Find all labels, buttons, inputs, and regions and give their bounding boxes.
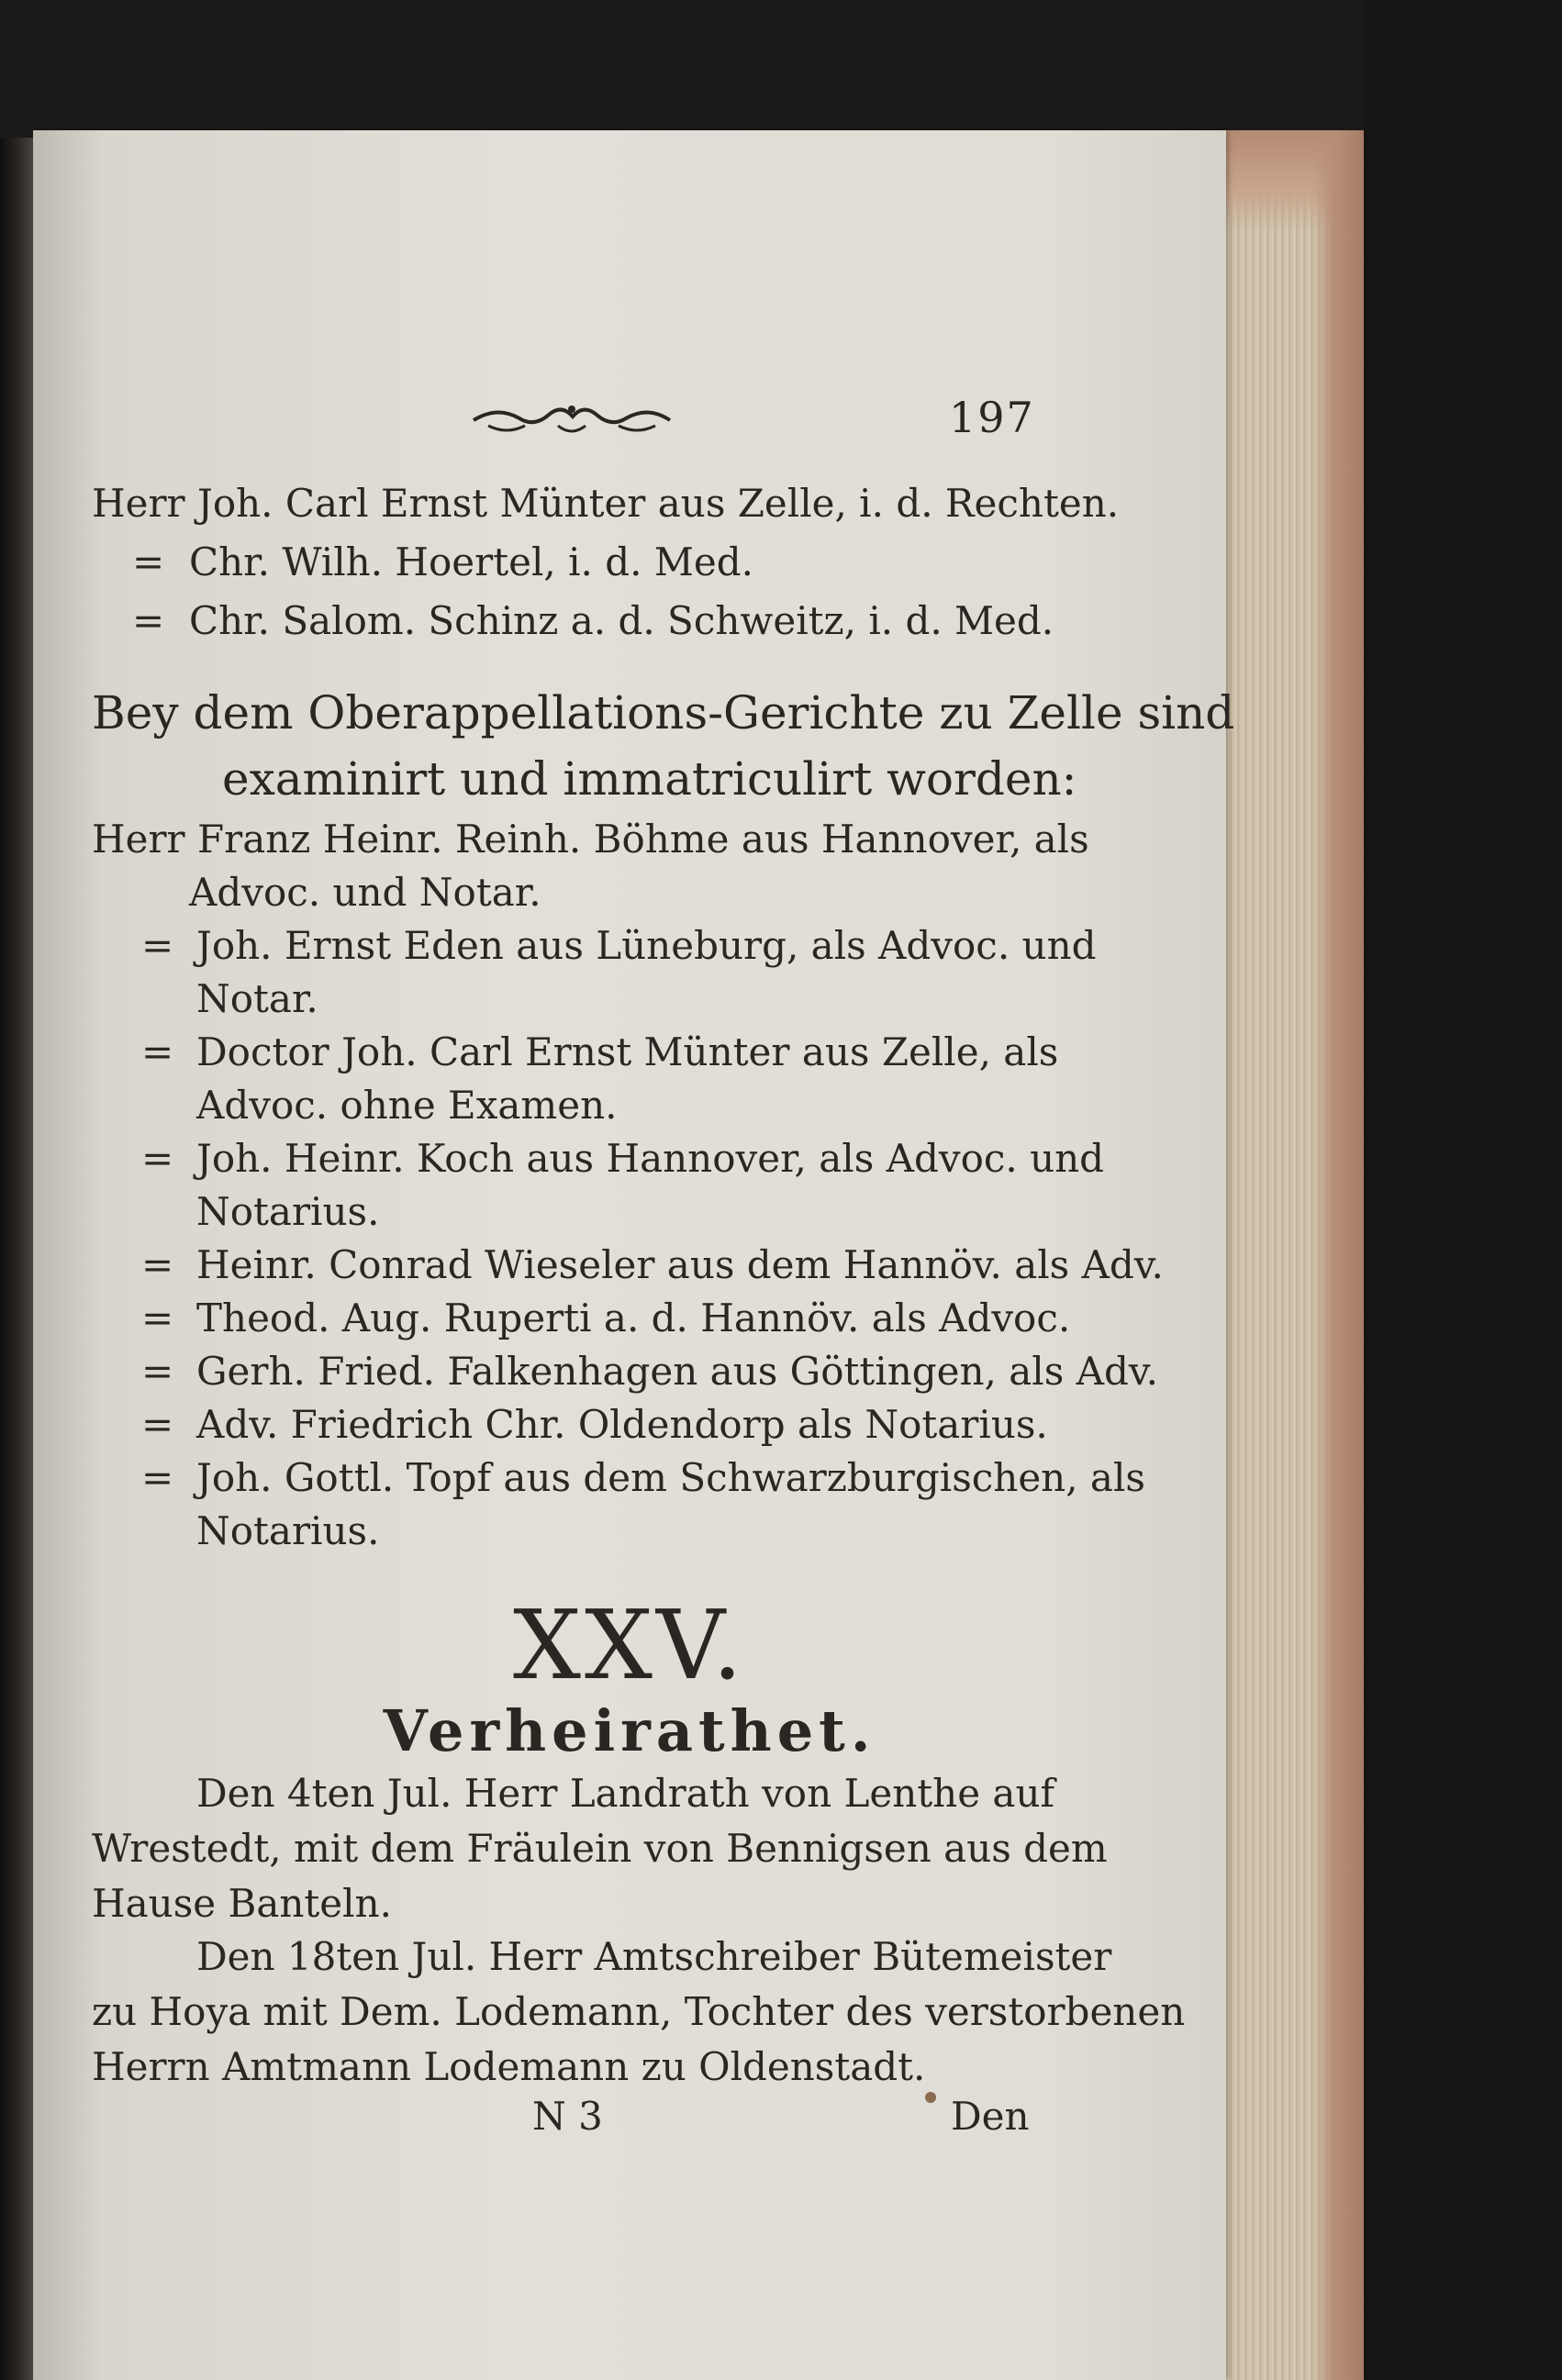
list-entry: Joh. Heinr. Koch aus Hannover, als Advoc. und xyxy=(196,1136,1105,1181)
left-page-edge xyxy=(0,138,33,2380)
ditto-mark: = xyxy=(141,1349,174,1394)
ditto-mark: = xyxy=(141,1242,174,1287)
book-page xyxy=(33,130,1235,2380)
list-entry: Gerh. Fried. Falkenhagen aus Göttingen, als Adv. xyxy=(196,1349,1158,1394)
entry-1: Herr Joh. Carl Ernst Münter aus Zelle, i. d. Rechten. xyxy=(92,481,1120,526)
entry-3: Chr. Salom. Schinz a. d. Schweitz, i. d. Med. xyxy=(189,598,1054,643)
list-entry-cont: Notarius. xyxy=(196,1508,380,1553)
ditto-mark: = xyxy=(141,1029,174,1074)
section-number: XXV. xyxy=(512,1589,747,1701)
ditto-mark: = xyxy=(141,923,174,968)
list-entry: Herr Franz Heinr. Reinh. Böhme aus Hannover, als xyxy=(92,817,1089,862)
list-entry: Theod. Aug. Ruperti a. d. Hannöv. als Advoc. xyxy=(196,1296,1071,1340)
page-block-side-stain xyxy=(1312,130,1364,2380)
list-entry: Doctor Joh. Carl Ernst Münter aus Zelle, als xyxy=(196,1029,1059,1074)
paragraph-line: Hause Banteln. xyxy=(92,1881,392,1926)
entry-2: Chr. Wilh. Hoertel, i. d. Med. xyxy=(189,539,753,584)
section-heading-line2: examinirt und immatriculirt worden: xyxy=(222,752,1077,806)
list-entry: Joh. Ernst Eden aus Lüneburg, als Advoc. und xyxy=(196,923,1097,968)
paragraph-line: Den 4ten Jul. Herr Landrath von Lenthe auf xyxy=(196,1771,1055,1816)
signature-mark: N 3 xyxy=(532,2094,603,2139)
ditto-mark: = xyxy=(141,1455,174,1500)
ink-spot-icon xyxy=(925,2092,936,2103)
ditto-mark: = xyxy=(141,1296,174,1340)
catchword: Den xyxy=(951,2094,1030,2139)
ditto-mark: = xyxy=(132,598,165,643)
section-title: Verheirathet. xyxy=(383,1697,876,1764)
ditto-mark: = xyxy=(141,1402,174,1447)
section-heading-line1: Bey dem Oberappellations-Gerichte zu Zelle sind xyxy=(92,686,1235,740)
headpiece-ornament-icon xyxy=(470,398,674,440)
list-entry-cont: Notarius. xyxy=(196,1189,380,1234)
list-entry-cont: Advoc. ohne Examen. xyxy=(196,1083,618,1128)
ditto-mark: = xyxy=(132,539,165,584)
list-entry: Joh. Gottl. Topf aus dem Schwarzburgischen, als xyxy=(196,1455,1145,1500)
list-entry-cont: Advoc. und Notar. xyxy=(189,870,541,915)
list-entry: Adv. Friedrich Chr. Oldendorp als Notarius. xyxy=(196,1402,1048,1447)
page-number: 197 xyxy=(949,393,1035,442)
paragraph-line: Wrestedt, mit dem Fräulein von Bennigsen aus dem xyxy=(92,1826,1108,1871)
paragraph-line: zu Hoya mit Dem. Lodemann, Tochter des verstorbenen xyxy=(92,1989,1186,2034)
paragraph-line: Herrn Amtmann Lodemann zu Oldenstadt. xyxy=(92,2044,926,2089)
paragraph-line: Den 18ten Jul. Herr Amtschreiber Bütemeister xyxy=(196,1934,1112,1979)
list-entry-cont: Notar. xyxy=(196,976,318,1021)
background-right xyxy=(1364,0,1562,2380)
ditto-mark: = xyxy=(141,1136,174,1181)
list-entry: Heinr. Conrad Wieseler aus dem Hannöv. als Adv. xyxy=(196,1242,1164,1287)
